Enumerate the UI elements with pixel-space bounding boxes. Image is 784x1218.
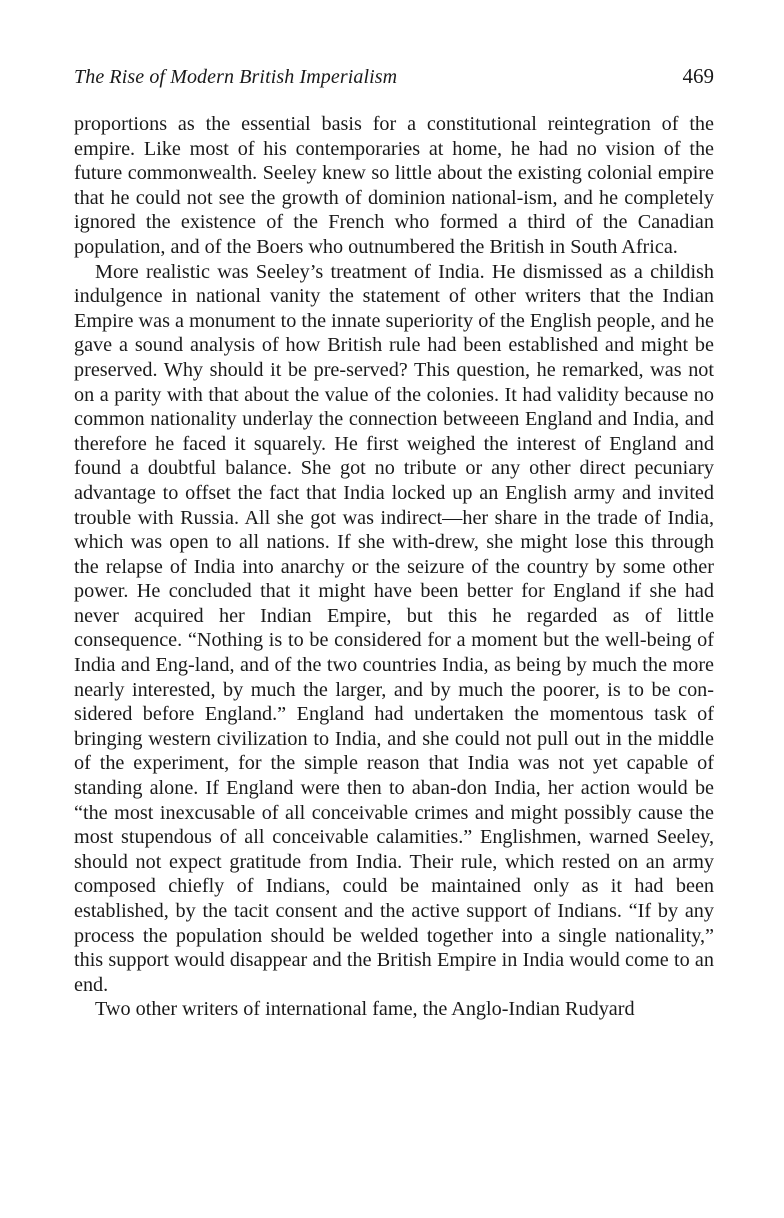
paragraph-other-writers: Two other writers of international fame, the Anglo-Indian Rudyard (95, 998, 635, 1021)
paragraph-continued: proportions as the essential basis for a constitutional reintegration of the empire. Like most of his contemporaries at home, he had no vision of the future commonwealth. Seeley knew so little about the existing colonial empire that he could not see the growth of dominion national-ism, and he completely ignored the existence of the French who formed a third of the Canadian population, and of the Boers who outnumbered the British in South Africa. (74, 113, 714, 258)
running-head-title: The Rise of Modern British Imperialism (74, 66, 398, 88)
book-page (74, 64, 714, 1022)
body-text (74, 112, 714, 1022)
paragraph-seeley-india: More realistic was Seeley’s treatment of India. He dismissed as a childish indulgence in national vanity the statement of other writers that the Indian Empire was a monument to the innate superiority of the English people, and he gave a sound analysis of how British rule had been established and might be preserved. Why should it be pre-served? This question, he remarked, was not on a parity with that about the value of the colonies. It had validity because no common nationality underlay the connection betweeen England and India, and therefore he faced it squarely. He first weighed the interest of England and found a doubtful balance. She got no tribute or any other direct pecuniary advantage to offset the fact that India locked up an English army and invited trouble with Russia. All she got was indirect—her share in the trade of India, which was open to all nations. If she with-drew, she might lose this through the relapse of India into anarchy or the seizure of the country by some other power. He concluded that it might have been better for England if she had never acquired her Indian Empire, but this he regarded as of little consequence. “Nothing is to be considered for a moment but the well-being of India and Eng-land, and of the two countries India, as being by much the more nearly interested, by much the larger, and by much the poorer, is to be con-sidered before England.” England had undertaken the momentous task of bringing western civilization to India, and she could not pull out in the middle of the experiment, for the simple reason that India was not yet capable of standing alone. If England were then to aban-don India, her action would be “the most inexcusable of all conceivable crimes and might possibly cause the most stupendous of all conceivable calamities.” Englishmen, warned Seeley, should not expect gratitude from India. Their rule, which rested on an army composed chiefly of Indians, could be maintained only as it had been established, by the tacit consent and the active support of Indians. “If by any process the population should be welded together into a single nationality,” this support would disappear and the British Empire in India would come to an end. (74, 260, 714, 996)
page-number: 469 (682, 64, 714, 88)
running-head (74, 64, 714, 104)
